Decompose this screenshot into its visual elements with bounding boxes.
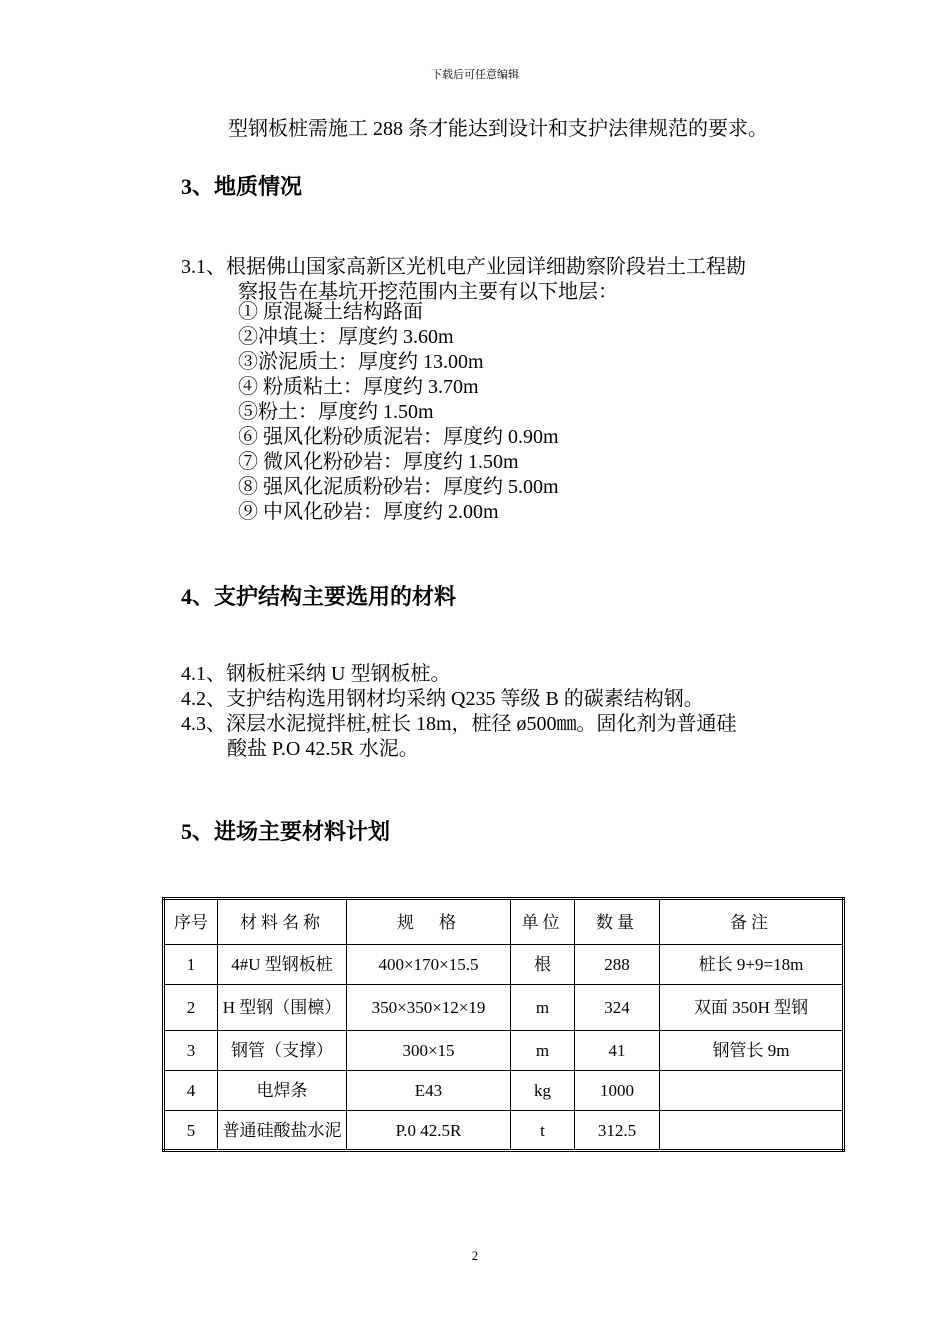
cell-name: 普通硅酸盐水泥 [218, 1111, 347, 1151]
paragraph-3-1-line-2: 察报告在基坑开挖范围内主要有以下地层： [238, 281, 618, 303]
column-header-index: 序号 [164, 899, 218, 945]
cell-quantity: 288 [575, 945, 660, 985]
cell-spec: 400×170×15.5 [347, 945, 511, 985]
page-number: 2 [471, 1248, 479, 1263]
soil-layer-list [238, 300, 559, 525]
soil-layer-item: ⑦ 微风化粉砂岩：厚度约 1.50m [238, 451, 519, 473]
soil-layer-item: ⑧ 强风化泥质粉砂岩：厚度约 5.00m [238, 476, 559, 498]
cell-name: 4#U 型钢板桩 [218, 945, 347, 985]
cell-unit: 根 [511, 945, 575, 985]
cell-quantity: 41 [575, 1031, 660, 1071]
cell-index: 4 [164, 1071, 218, 1111]
cell-unit: t [511, 1111, 575, 1151]
cell-index: 5 [164, 1111, 218, 1151]
cell-spec: 300×15 [347, 1031, 511, 1071]
cell-unit: m [511, 985, 575, 1031]
soil-layer-item: ②冲填土：厚度约 3.60m [238, 326, 454, 348]
soil-layer-item: ⑤粉土：厚度约 1.50m [238, 401, 434, 423]
cell-remarks: 桩长 9+9=18m [660, 945, 844, 985]
cell-index: 1 [164, 945, 218, 985]
cell-index: 3 [164, 1031, 218, 1071]
materials-item-continuation: 酸盐 P.O 42.5R 水泥。 [227, 738, 419, 760]
column-header-unit: 单位 [511, 899, 575, 945]
materials-item: 4.3、深层水泥搅拌桩,桩长 18m，桩径 ø500㎜。固化剂为普通硅 [181, 713, 737, 735]
column-header-remarks: 备注 [660, 899, 844, 945]
table-row [164, 1031, 844, 1071]
table-row [164, 985, 844, 1031]
cell-remarks: 钢管长 9m [660, 1031, 844, 1071]
page-header-note: 下载后可任意编辑 [431, 69, 519, 81]
cell-name: H 型钢（围檩） [218, 985, 347, 1031]
cell-remarks [660, 1071, 844, 1111]
soil-layer-item: ④ 粉质粘土：厚度约 3.70m [238, 376, 479, 398]
soil-layer-item: ① 原混凝土结构路面 [238, 301, 423, 323]
section-4-heading: 4、支护结构主要选用的材料 [181, 584, 457, 609]
intro-paragraph: 型钢板桩需施工 288 条才能达到设计和支护法律规范的要求。 [228, 118, 768, 140]
soil-layer-item: ⑨ 中风化砂岩：厚度约 2.00m [238, 501, 499, 523]
materials-item: 4.1、钢板桩采纳 U 型钢板桩。 [181, 663, 451, 685]
paragraph-3-1-line-1: 3.1、根据佛山国家高新区光机电产业园详细勘察阶段岩土工程勘 [181, 256, 746, 278]
column-header-spec: 规 格 [347, 899, 511, 945]
cell-spec: E43 [347, 1071, 511, 1111]
soil-layer-item: ③淤泥质土：厚度约 13.00m [238, 351, 484, 373]
materials-list [181, 662, 737, 762]
column-header-name: 材料名称 [218, 899, 347, 945]
table-row [164, 1071, 844, 1111]
section-3-heading: 3、地质情况 [181, 174, 303, 199]
section-5-heading: 5、进场主要材料计划 [181, 819, 391, 844]
table-row [164, 1111, 844, 1151]
cell-remarks: 双面 350H 型钢 [660, 985, 844, 1031]
cell-index: 2 [164, 985, 218, 1031]
cell-quantity: 1000 [575, 1071, 660, 1111]
cell-quantity: 324 [575, 985, 660, 1031]
table-row [164, 945, 844, 985]
materials-plan-table [162, 897, 845, 1152]
cell-spec: 350×350×12×19 [347, 985, 511, 1031]
column-header-quantity: 数量 [575, 899, 660, 945]
cell-unit: kg [511, 1071, 575, 1111]
cell-name: 钢管（支撑） [218, 1031, 347, 1071]
cell-remarks [660, 1111, 844, 1151]
cell-name: 电焊条 [218, 1071, 347, 1111]
cell-quantity: 312.5 [575, 1111, 660, 1151]
table-header-row [164, 899, 844, 945]
cell-unit: m [511, 1031, 575, 1071]
cell-spec: P.0 42.5R [347, 1111, 511, 1151]
materials-item: 4.2、支护结构选用钢材均采纳 Q235 等级 B 的碳素结构钢。 [181, 688, 704, 710]
soil-layer-item: ⑥ 强风化粉砂质泥岩：厚度约 0.90m [238, 426, 559, 448]
